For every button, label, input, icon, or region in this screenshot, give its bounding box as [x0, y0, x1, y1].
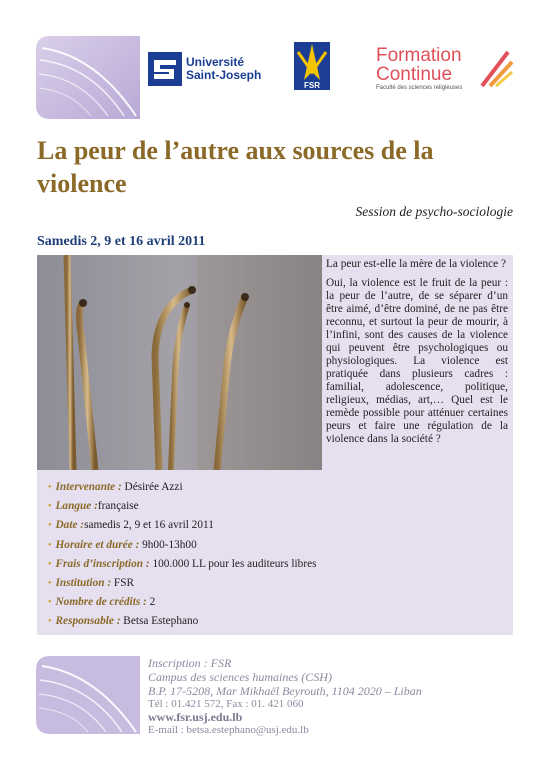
footer-email-link[interactable]: E-mail : betsa.estephano@usj.edu.lb: [148, 724, 309, 736]
bullet-icon: •: [48, 539, 52, 551]
detail-value: 2: [146, 596, 156, 609]
incense-photo: [37, 255, 322, 470]
detail-horaire: [48, 536, 508, 555]
detail-value: FSR: [111, 576, 135, 589]
bullet-icon: •: [48, 577, 52, 589]
footer-swoosh-decoration: [36, 656, 140, 734]
usj-logo: [148, 52, 261, 86]
detail-credits: [48, 593, 508, 612]
intro-question: La peur est-elle la mère de la violence ?: [326, 258, 507, 270]
detail-label: Date :: [55, 519, 85, 532]
detail-label: Nombre de crédits :: [55, 596, 147, 609]
session-dates: Samedis 2, 9 et 16 avril 2011: [37, 234, 206, 249]
footer-website-link[interactable]: www.fsr.usj.edu.lb: [148, 710, 243, 724]
bullet-icon: •: [48, 558, 52, 570]
bullet-icon: •: [48, 616, 52, 628]
fsr-label: FSR: [304, 81, 320, 90]
detail-label: Horaire et durée :: [55, 538, 140, 551]
detail-value: française: [97, 500, 139, 513]
detail-value: samedis 2, 9 et 16 avril 2011: [84, 519, 214, 532]
usj-name: Université: [186, 55, 245, 69]
detail-value: Betsa Estephano: [120, 615, 199, 628]
session-subtitle: Session de psycho-sociologie: [355, 204, 513, 219]
detail-frais: [48, 555, 508, 574]
detail-langue: [48, 497, 508, 516]
footer-contact: [148, 656, 508, 736]
formation-continue-logo: [376, 46, 516, 91]
formation-continue-icon: [476, 48, 514, 88]
details-list: [48, 478, 508, 632]
detail-value: 100.000 LL pour les auditeurs libres: [149, 557, 317, 570]
footer-inscription: Inscription : FSR: [148, 656, 232, 670]
bullet-icon: •: [48, 520, 52, 532]
header-swoosh-decoration: [36, 36, 140, 119]
bullet-icon: •: [48, 482, 52, 493]
fc-title-line2: Continue: [376, 64, 453, 85]
footer-address: B.P. 17-5208, Mar Mikhaël Beyrouth, 1104 2020 – Liban: [148, 684, 422, 698]
detail-label: Institution :: [55, 576, 112, 589]
detail-label: Frais d’inscription :: [55, 557, 150, 570]
intro-text: [326, 258, 508, 452]
detail-intervenante: [48, 478, 508, 497]
footer-campus: Campus des sciences humaines (CSH): [148, 670, 332, 684]
detail-value: 9h00-13h00: [139, 538, 197, 551]
fsr-logo-icon: [294, 42, 330, 90]
usj-name-line2: Saint-Joseph: [186, 68, 262, 82]
detail-value: Désirée Azzi: [121, 481, 183, 493]
bullet-icon: •: [48, 597, 52, 609]
fc-subtitle: Faculté des sciences religieuses: [376, 85, 463, 91]
detail-date: [48, 516, 508, 535]
page-title: La peur de l’autre aux sources de la violence: [37, 136, 434, 198]
fc-title-line1: Formation: [376, 45, 462, 66]
detail-institution: [48, 574, 508, 593]
detail-responsable: [48, 612, 508, 631]
footer-phone: Tél : 01.421 572, Fax : 01. 421 060: [148, 698, 304, 710]
detail-label: Intervenante :: [55, 481, 122, 493]
detail-label: Responsable :: [55, 615, 121, 628]
detail-label: Langue :: [55, 500, 98, 513]
usj-logo-icon: [148, 52, 182, 86]
intro-body: Oui, la violence est le fruit de la peur : la peur de l’autre, de se séparer d’un être aimé, d’être dominé, de ne pas être reconnu, et surtout la peur de mourir, à l’infini, sont des causes de la violence qui peuvent être psychologiques ou physiologiques. La violence est pratiquée dans plusieurs cadres : familial, adolescence, politique, religieux, médias, art,… Quel est le remède possible pour atténuer certaines peurs et faire une régulation de la violence dans la société ?: [326, 277, 508, 445]
bullet-icon: •: [48, 501, 52, 513]
